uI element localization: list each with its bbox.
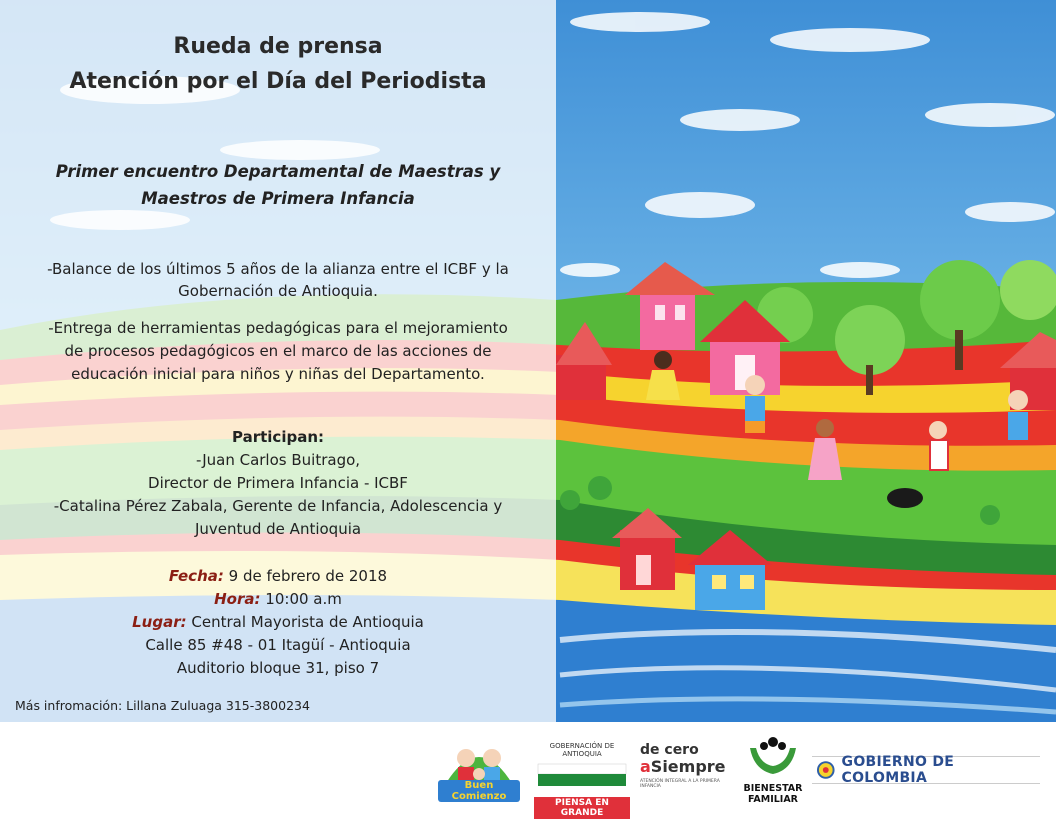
- bienestar-family-icon: [742, 734, 804, 778]
- title-line-1: Rueda de prensa: [173, 34, 383, 59]
- time-value: 10:00 a.m: [265, 590, 342, 608]
- date-label: Fecha:: [168, 567, 224, 585]
- gobernacion-bottom-text: PIENSA EN GRANDE: [534, 797, 630, 819]
- participant-line-1: -Juan Carlos Buitrago,: [195, 451, 361, 469]
- title-line-2: Atención por el Día del Periodista: [69, 69, 487, 94]
- bienestar-text-1: BIENESTAR: [743, 783, 803, 794]
- contact-info: Más infromación: Lillana Zuluaga 315-3800234: [15, 698, 310, 713]
- item-1-line-2: Gobernación de Antioquia.: [178, 282, 378, 300]
- decero-sub-text: ATENCIÓN INTEGRAL A LA PRIMERA INFANCIA: [640, 779, 720, 789]
- subtitle-line-2: Maestros de Primera Infancia: [141, 189, 415, 208]
- participant-line-3: -Catalina Pérez Zabala, Gerente de Infancia, Adolescencia y: [53, 497, 503, 515]
- place-value: Central Mayorista de Antioquia: [191, 613, 424, 631]
- buen-comienzo-logo: [438, 734, 520, 804]
- participant-line-4: Juventud de Antioquia: [194, 520, 362, 538]
- time-label: Hora:: [214, 590, 261, 608]
- decero-text-a: de cero: [640, 742, 699, 758]
- buen-comienzo-text: Buen Comienzo: [438, 780, 520, 802]
- de-cero-a-siempre-logo: [640, 742, 730, 802]
- item-1-line-1: -Balance de los últimos 5 años de la alianza entre el ICBF y la: [47, 260, 509, 278]
- decero-text-b: a: [640, 757, 651, 776]
- gobernacion-logo: [534, 742, 630, 818]
- event-room: Auditorio bloque 31, piso 7: [176, 659, 380, 677]
- item-2-line-2: de procesos pedagógicos en el marco de las acciones de: [64, 342, 492, 360]
- bienestar-familiar-logo: [742, 734, 804, 806]
- gobierno-text: GOBIERNO DE COLOMBIA: [841, 754, 955, 786]
- decero-line-2: [640, 758, 730, 776]
- bienestar-text-2: FAMILIAR: [748, 794, 798, 805]
- place-label: Lugar:: [132, 613, 187, 631]
- decero-text-c: Siempre: [650, 757, 726, 776]
- event-time: [0, 590, 556, 608]
- colombia-seal-icon: [816, 760, 836, 780]
- gobierno-colombia-logo: [812, 756, 1040, 784]
- event-date: [0, 567, 556, 585]
- subtitle-line-1: Primer encuentro Departamental de Maestras y: [55, 162, 501, 181]
- participant-line-2: Director de Primera Infancia - ICBF: [148, 474, 408, 492]
- participants-heading: Participan:: [232, 428, 324, 446]
- event-place: [0, 613, 556, 631]
- item-2-line-1: -Entrega de herramientas pedagógicas para el mejoramiento: [48, 319, 508, 337]
- gobernacion-top-text: GOBERNACIÓN DE ANTIOQUIA: [549, 742, 615, 758]
- date-value: 9 de febrero de 2018: [228, 567, 388, 585]
- event-address: Calle 85 #48 - 01 Itagüí - Antioquia: [145, 636, 411, 654]
- logo-footer: [0, 722, 1056, 816]
- antioquia-flag-icon: [534, 758, 630, 792]
- item-2-line-3: educación inicial para niños y niñas del Departamento.: [71, 365, 485, 383]
